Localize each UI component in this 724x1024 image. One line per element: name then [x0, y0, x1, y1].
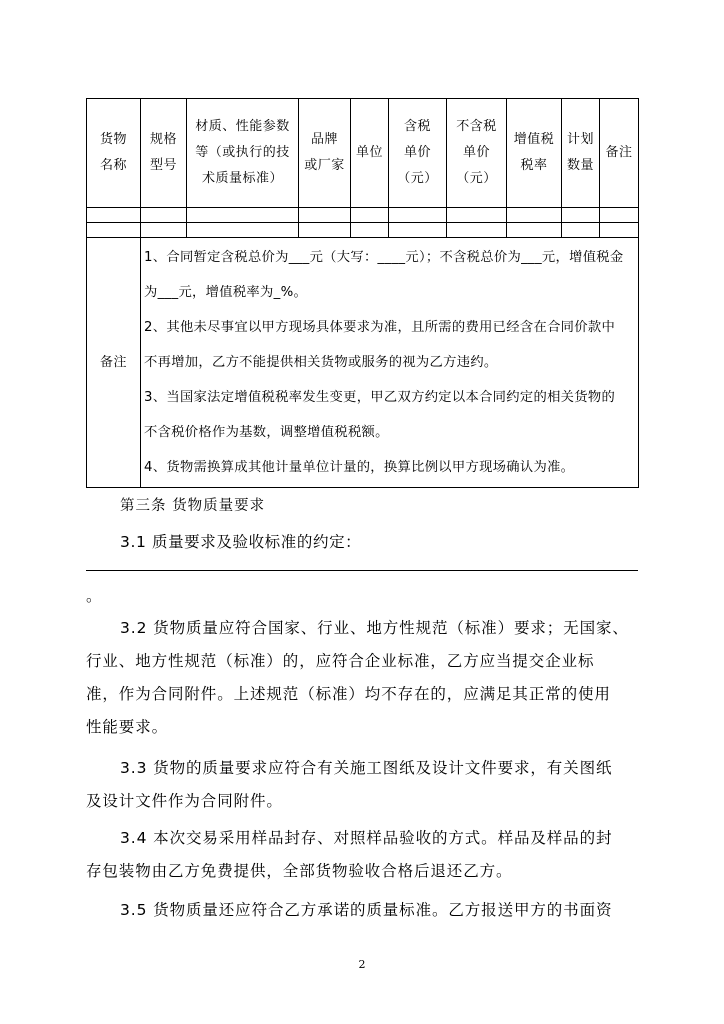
table-cell[interactable]: [600, 208, 639, 223]
table-cell[interactable]: [389, 208, 447, 223]
table-cell[interactable]: [351, 208, 389, 223]
header-cell-planned-qty: 计划 数量: [562, 99, 600, 208]
table-cell[interactable]: [447, 223, 507, 238]
header-cell-material: 材质、性能参数 等（或执行的技 术质量标准）: [187, 99, 299, 208]
table-cell[interactable]: [351, 223, 389, 238]
notes-label-cell: 备注: [87, 238, 141, 488]
para-line: 3.4 本次交易采用样品封存、对照样品验收的方式。样品及样品的封: [120, 829, 613, 847]
table-cell[interactable]: [299, 223, 351, 238]
note-line: 为___元，增值税率为_%。: [144, 285, 308, 300]
table-cell[interactable]: [562, 223, 600, 238]
fill-in-line[interactable]: [86, 570, 638, 571]
table-cell[interactable]: [507, 223, 562, 238]
para-line: 行业、地方性规范（标准）的，应符合企业标准，乙方应当提交企业标: [86, 652, 595, 670]
note-line: 2、其他未尽事宜以甲方现场具体要求为准，且所需的费用已经含在合同价款中: [144, 320, 616, 335]
item-3-2: [86, 612, 638, 744]
note-line: 3、当国家法定增值税税率发生变更，甲乙双方约定以本合同约定的相关货物的: [144, 390, 616, 405]
header-cell-unit: 单位: [351, 99, 389, 208]
para-line: 3.5 货物质量还应符合乙方承诺的质量标准。乙方报送甲方的书面资: [120, 901, 613, 919]
page-number: 2: [358, 958, 366, 971]
header-cell-spec-model: 规格 型号: [141, 99, 187, 208]
notes-content-cell: [141, 238, 639, 488]
goods-table: [86, 98, 639, 488]
table-row: [87, 223, 639, 238]
header-cell-tax-incl-price: 含税 单价 （元）: [389, 99, 447, 208]
note-line: 1、合同暂定含税总价为___元（大写：____元）；不含税总价为___元，增值税金: [144, 250, 624, 265]
para-line: 3.2 货物质量应符合国家、行业、地方性规范（标准）要求；无国家、: [120, 619, 629, 637]
table-row: [87, 208, 639, 223]
para-line: 性能要求。: [86, 718, 169, 736]
header-cell-vat-rate: 增值税 税率: [507, 99, 562, 208]
item-3-1: 3.1 质量要求及验收标准的约定：: [120, 533, 362, 551]
table-cell[interactable]: [447, 208, 507, 223]
table-cell[interactable]: [600, 223, 639, 238]
table-cell[interactable]: [562, 208, 600, 223]
header-cell-brand: 品牌 或厂家: [299, 99, 351, 208]
header-cell-goods-name: 货物 名称: [87, 99, 141, 208]
table-cell[interactable]: [141, 208, 187, 223]
item-3-3: [86, 752, 638, 818]
notes-row: [87, 238, 639, 488]
section-title: 第三条 货物质量要求: [120, 498, 266, 514]
para-line: 存包装物由乙方免费提供，全部货物验收合格后退还乙方。: [86, 862, 513, 880]
note-line: 不含税价格作为基数，调整增值税税额。: [144, 425, 389, 440]
note-line: 不再增加，乙方不能提供相关货物或服务的视为乙方违约。: [144, 355, 498, 370]
para-line: 及设计文件作为合同附件。: [86, 792, 283, 810]
table-cell[interactable]: [299, 208, 351, 223]
item-3-4: [86, 822, 638, 888]
header-cell-tax-excl-price: 不含税 单价 （元）: [447, 99, 507, 208]
note-line: 4、货物需换算成其他计量单位计量的，换算比例以甲方现场确认为准。: [144, 460, 575, 475]
table-cell[interactable]: [87, 208, 141, 223]
table-cell[interactable]: [187, 208, 299, 223]
header-cell-remarks: 备注: [600, 99, 639, 208]
table-cell[interactable]: [507, 208, 562, 223]
table-cell[interactable]: [389, 223, 447, 238]
item-3-5: [86, 894, 638, 927]
para-line: 准，作为合同附件。上述规范（标准）均不存在的，应满足其正常的使用: [86, 685, 611, 703]
table-header-row: [87, 99, 639, 208]
item-3-1-end: 。: [86, 587, 103, 605]
table-cell[interactable]: [87, 223, 141, 238]
table-cell[interactable]: [187, 223, 299, 238]
para-line: 3.3 货物的质量要求应符合有关施工图纸及设计文件要求，有关图纸: [120, 759, 613, 777]
table-cell[interactable]: [141, 223, 187, 238]
